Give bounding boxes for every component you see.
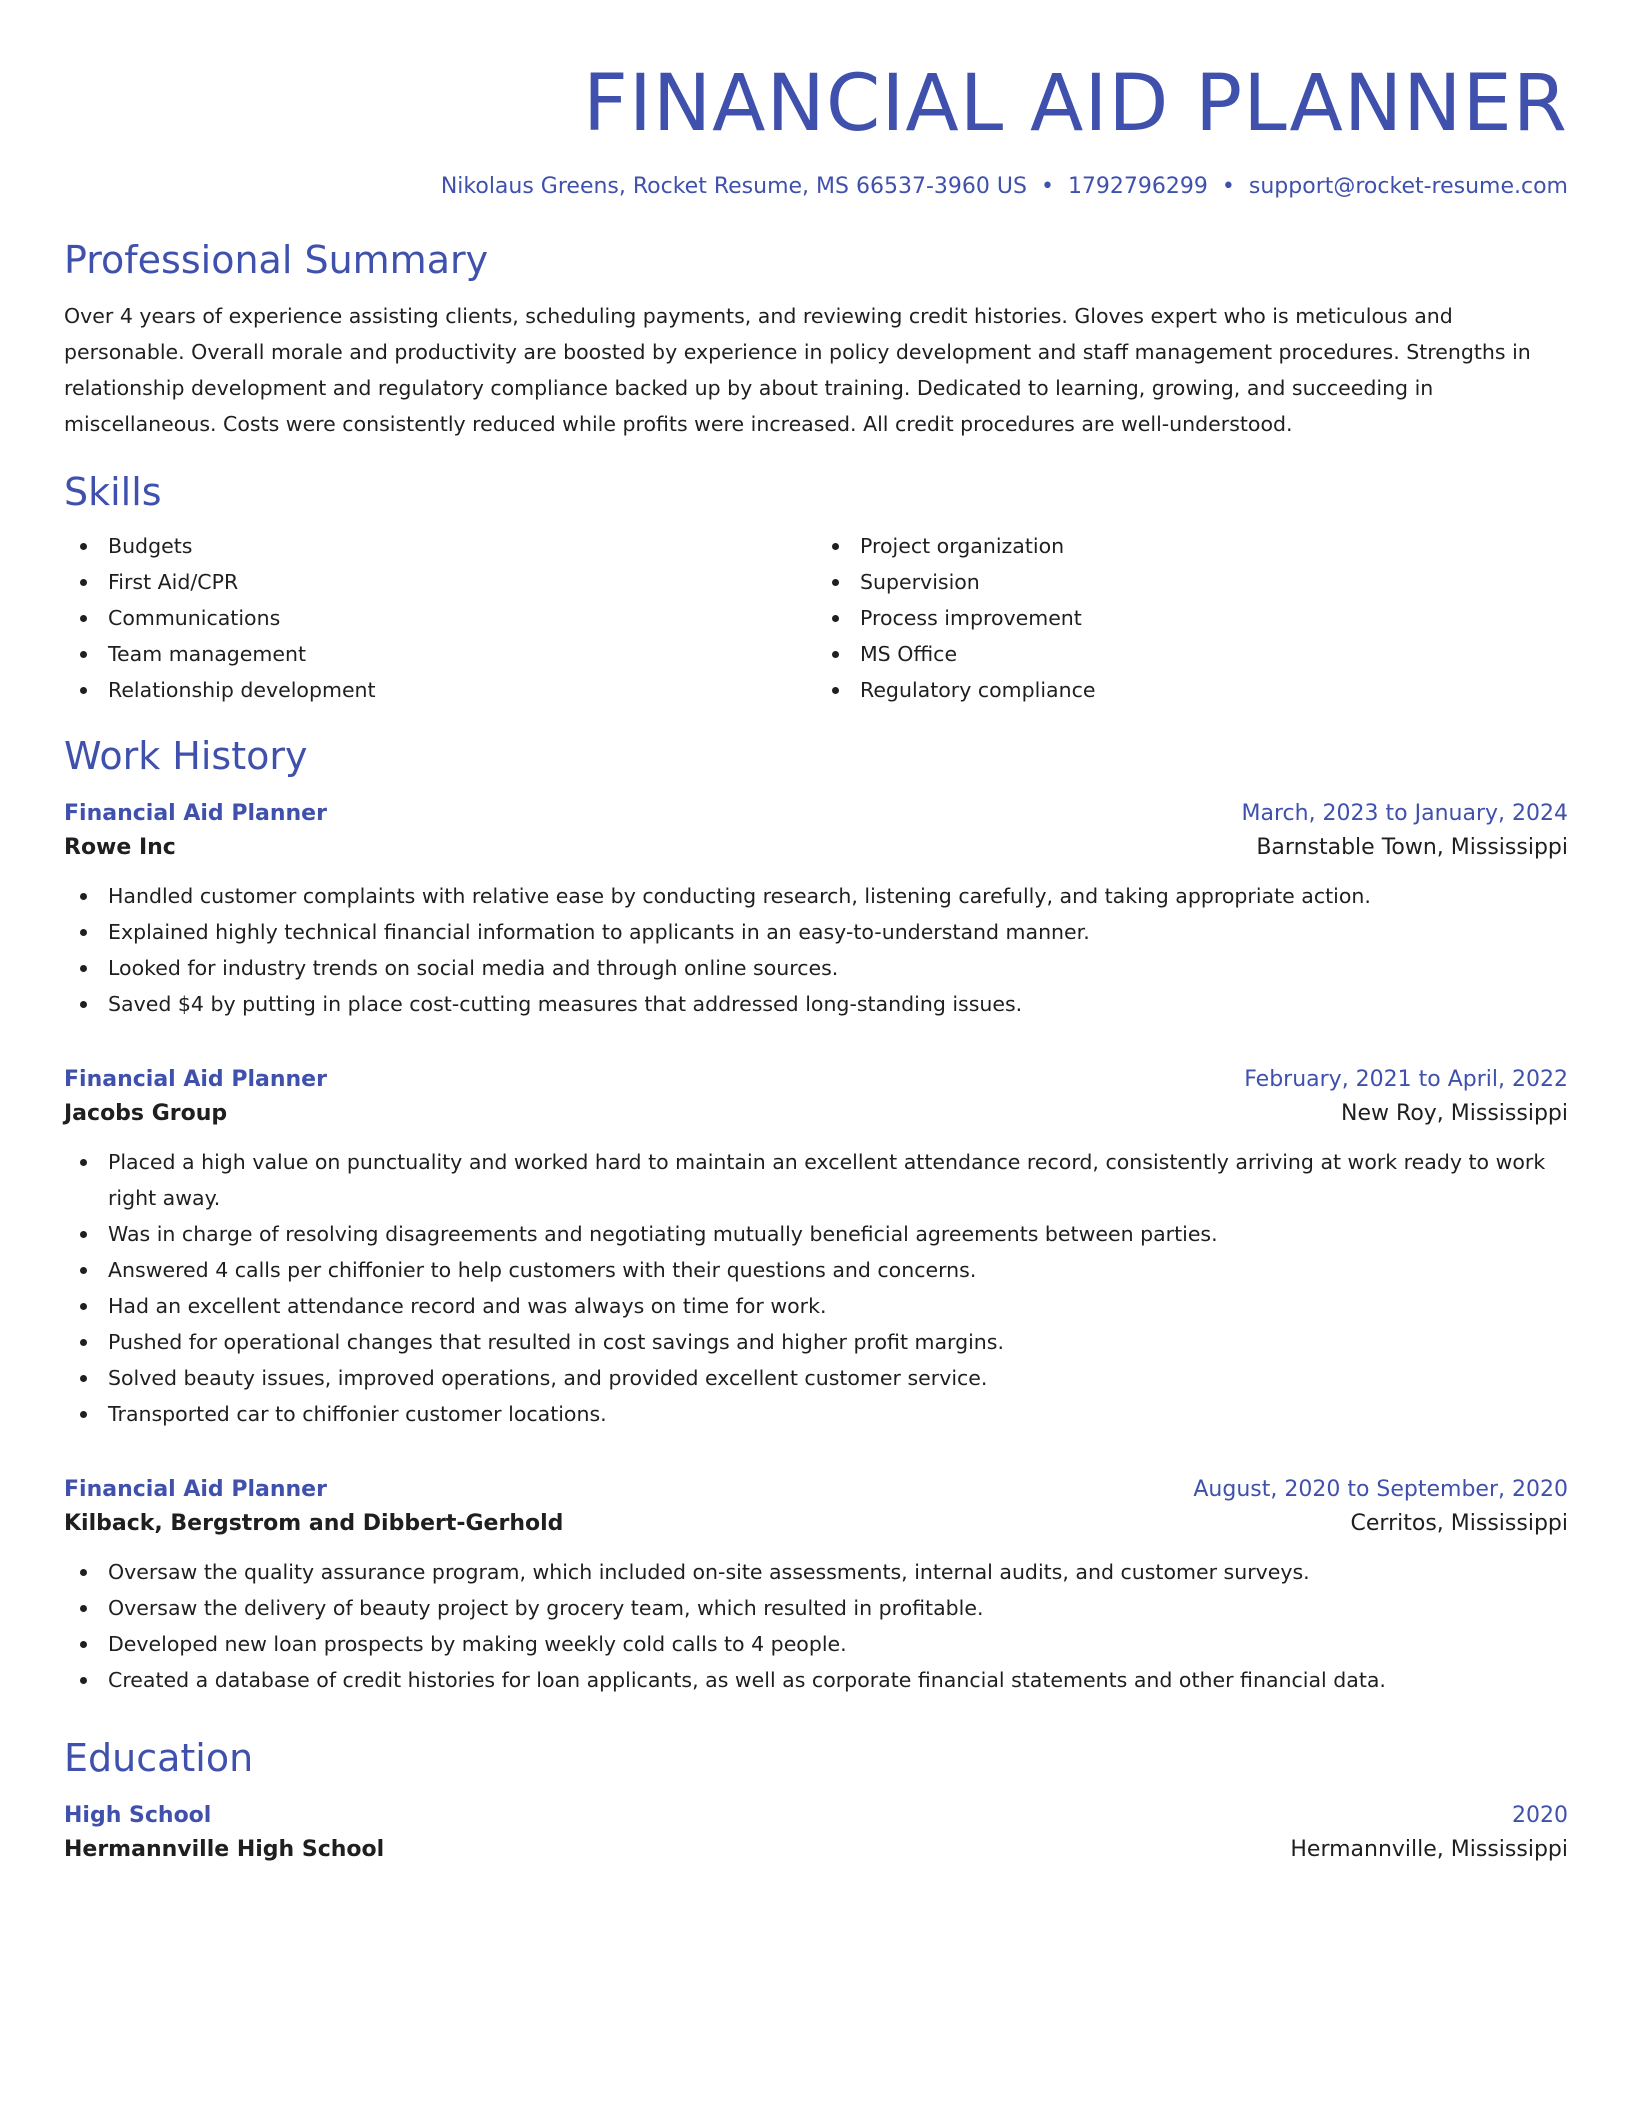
job-dates: March, 2023 to January, 2024 — [1241, 801, 1568, 826]
skill-item: MS Office — [816, 636, 1568, 672]
job-title: Financial Aid Planner — [64, 1067, 327, 1092]
contact-line — [64, 172, 1568, 202]
section-title-education: Education — [64, 1736, 254, 1780]
education-year: 2020 — [1512, 1803, 1568, 1828]
professional-summary-section — [64, 236, 1568, 442]
job-entry — [64, 1064, 1568, 1432]
job-company-row — [64, 1096, 1568, 1132]
skills-column-right — [816, 528, 1568, 708]
skill-item: Team management — [64, 636, 816, 672]
job-location: New Roy, Mississippi — [1341, 1101, 1568, 1126]
job-bullet: Saved $4 by putting in place cost-cutting measures that addressed long-standing issues. — [64, 986, 1568, 1022]
education-school-row — [64, 1832, 1568, 1868]
skill-item: Process improvement — [816, 600, 1568, 636]
job-bullets — [64, 878, 1568, 1022]
page-title: FINANCIAL AID PLANNER — [582, 59, 1568, 149]
job-header-row — [64, 1064, 1568, 1096]
job-bullet: Developed new loan prospects by making weekly cold calls to 4 people. — [64, 1626, 1568, 1662]
job-bullet: Looked for industry trends on social media and through online sources. — [64, 950, 1568, 986]
education-entry — [64, 1800, 1568, 1868]
job-bullet: Had an excellent attendance record and was always on time for work. — [64, 1288, 1568, 1324]
job-company: Jacobs Group — [64, 1101, 228, 1126]
contact-address: Nikolaus Greens, Rocket Resume, MS 66537-3960 US — [440, 174, 1027, 199]
job-bullet: Solved beauty issues, improved operations, and provided excellent customer service. — [64, 1360, 1568, 1396]
contact-separator: • — [1040, 174, 1054, 199]
job-bullet: Transported car to chiffonier customer locations. — [64, 1396, 1568, 1432]
skills-grid — [64, 528, 1568, 708]
job-entry — [64, 1474, 1568, 1698]
job-bullet: Was in charge of resolving disagreements and negotiating mutually beneficial agreements between parties. — [64, 1216, 1568, 1252]
skill-item: Relationship development — [64, 672, 816, 708]
education-section — [64, 1734, 1568, 1868]
resume-header — [64, 56, 1568, 202]
skill-item: First Aid/CPR — [64, 564, 816, 600]
job-bullet: Handled customer complaints with relative ease by conducting research, listening carefully, and taking appropriate action. — [64, 878, 1568, 914]
summary-text: Over 4 years of experience assisting clients, scheduling payments, and reviewing credit histories. Gloves expert who is meticulous and personable. Overall morale and productivity are boosted by experience in policy development and staff management procedures. Strengths in relationship development and regulatory compliance backed up by about training. Dedicated to learning, growing, and succeeding in miscellaneous. Costs were consistently reduced while profits were increased. All credit procedures are well-understood. — [64, 304, 1531, 436]
job-location: Barnstable Town, Mississippi — [1256, 835, 1568, 860]
job-header-row — [64, 798, 1568, 830]
section-title-work-history: Work History — [64, 734, 308, 778]
job-dates: August, 2020 to September, 2020 — [1193, 1477, 1568, 1502]
work-history-section — [64, 732, 1568, 1698]
job-title: Financial Aid Planner — [64, 1477, 327, 1502]
job-dates: February, 2021 to April, 2022 — [1244, 1067, 1568, 1092]
contact-phone: 1792796299 — [1067, 174, 1208, 199]
job-bullets — [64, 1144, 1568, 1432]
skill-item: Communications — [64, 600, 816, 636]
job-bullet: Answered 4 calls per chiffonier to help customers with their questions and concerns. — [64, 1252, 1568, 1288]
skills-section — [64, 468, 1568, 708]
education-header-row — [64, 1800, 1568, 1832]
job-location: Cerritos, Mississippi — [1350, 1511, 1568, 1536]
job-bullet: Pushed for operational changes that resulted in cost savings and higher profit margins. — [64, 1324, 1568, 1360]
job-bullet: Placed a high value on punctuality and worked hard to maintain an excellent attendance record, consistently arriving at work ready to work right away. — [64, 1144, 1568, 1216]
skill-item: Project organization — [816, 528, 1568, 564]
skill-item: Budgets — [64, 528, 816, 564]
section-title-skills: Skills — [64, 470, 162, 514]
contact-separator: • — [1221, 174, 1235, 199]
education-degree: High School — [64, 1803, 212, 1828]
job-company: Rowe Inc — [64, 835, 176, 860]
job-bullet: Oversaw the quality assurance program, which included on-site assessments, internal audits, and customer surveys. — [64, 1554, 1568, 1590]
job-entry — [64, 798, 1568, 1022]
job-header-row — [64, 1474, 1568, 1506]
job-bullet: Oversaw the delivery of beauty project by grocery team, which resulted in profitable. — [64, 1590, 1568, 1626]
skills-column-left — [64, 528, 816, 708]
education-school: Hermannville High School — [64, 1837, 385, 1862]
skill-item: Supervision — [816, 564, 1568, 600]
job-bullet: Created a database of credit histories for loan applicants, as well as corporate financial statements and other financial data. — [64, 1662, 1568, 1698]
education-location: Hermannville, Mississippi — [1290, 1837, 1568, 1862]
contact-email[interactable]: support@rocket-resume.com — [1248, 174, 1568, 199]
section-title-summary: Professional Summary — [64, 238, 489, 282]
job-bullets — [64, 1554, 1568, 1698]
job-title: Financial Aid Planner — [64, 801, 327, 826]
job-company-row — [64, 1506, 1568, 1542]
job-bullet: Explained highly technical financial information to applicants in an easy-to-understand manner. — [64, 914, 1568, 950]
job-company: Kilback, Bergstrom and Dibbert-Gerhold — [64, 1511, 564, 1536]
job-company-row — [64, 830, 1568, 866]
skill-item: Regulatory compliance — [816, 672, 1568, 708]
